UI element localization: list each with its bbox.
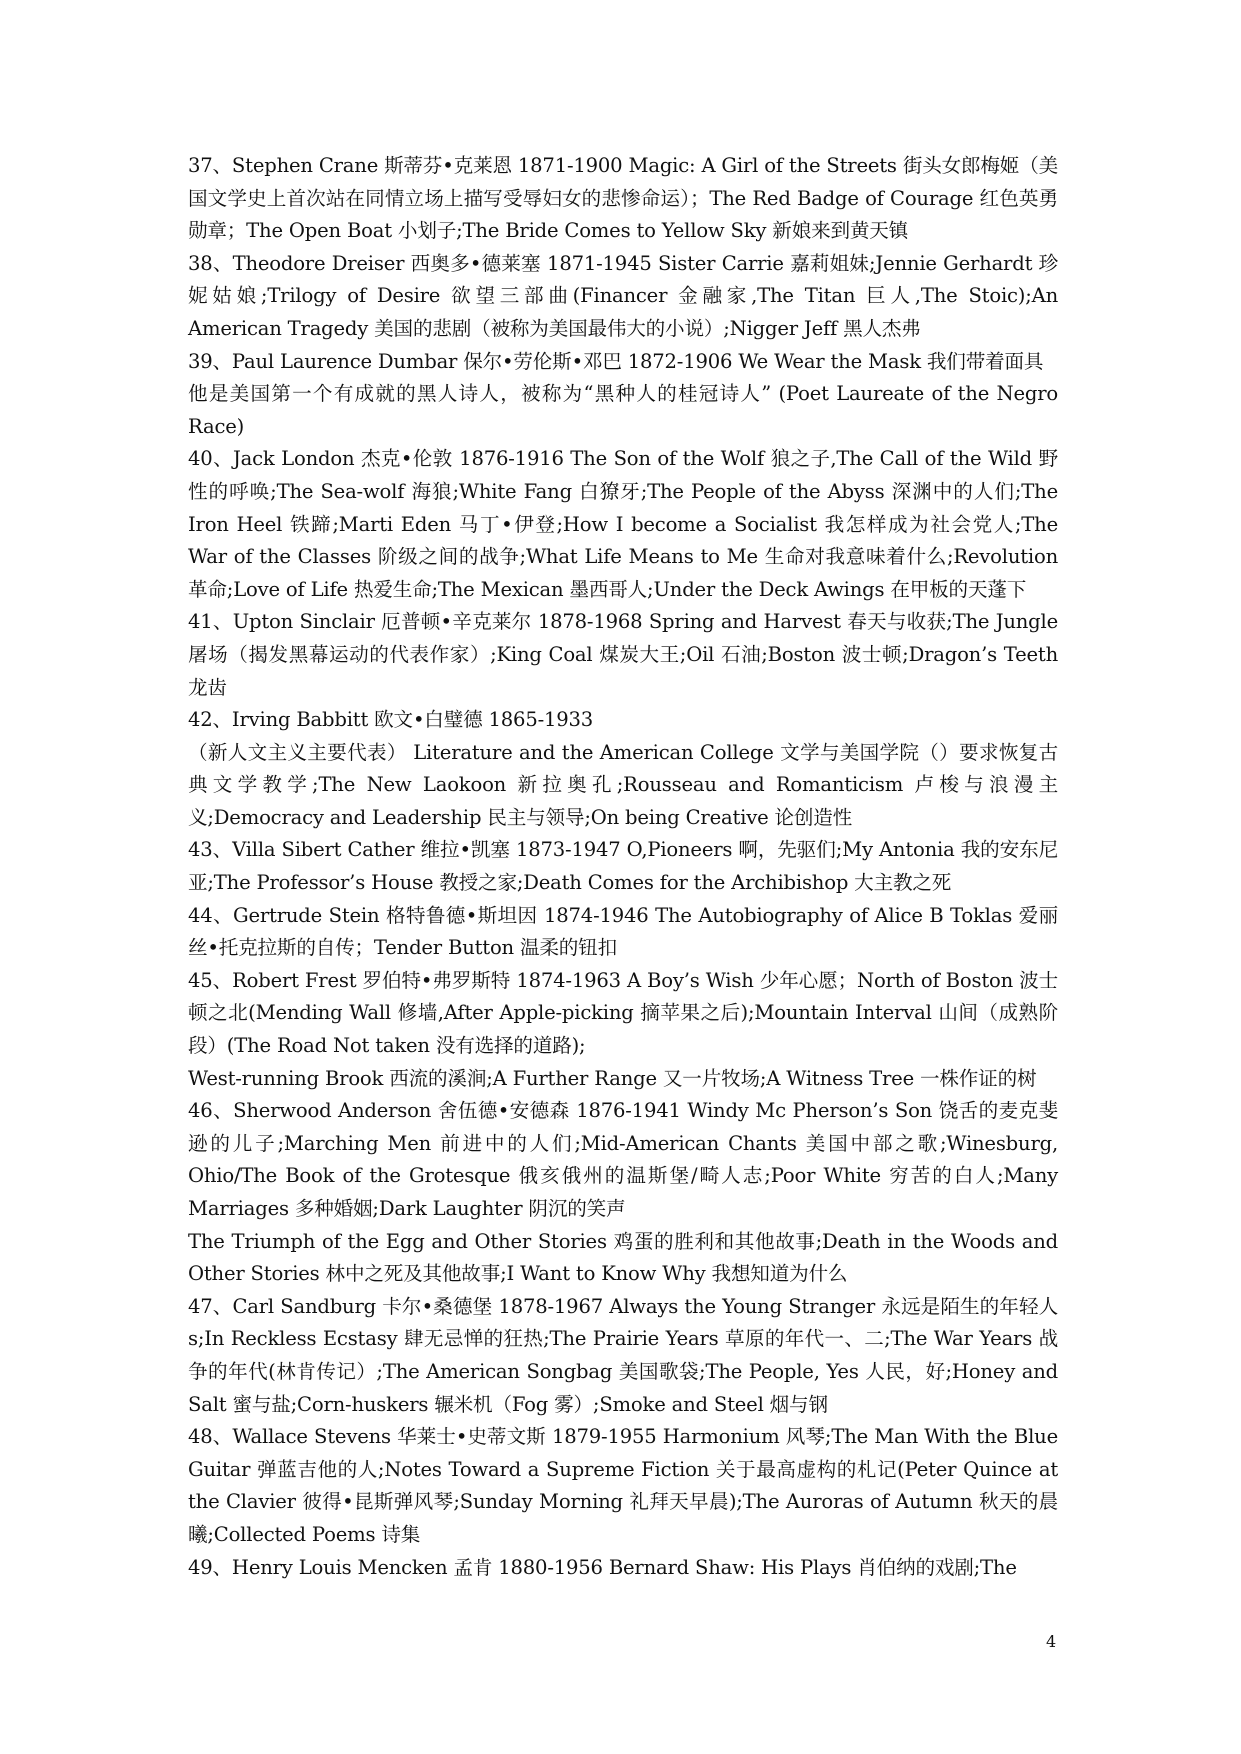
entry-45-robert-frost: 45、Robert Frest 罗伯特•弗罗斯特 1874-1963 A Boy’s Wish 少年心愿；North of Boston 波士顿之北(Mending Wall 修墙,After Apple-picking 摘苹果之后);Mountain Interval 山间（成熟阶段）(The Road Not taken 没有选择的道路); [188,968,1058,1058]
document-body [188,150,1058,1584]
entry-46-continued: The Triumph of the Egg and Other Stories 鸡蛋的胜利和其他故事;Death in the Woods and Other Stories 林中之死及其他故事;I Want to Know Why 我想知道为什么 [188,1229,1058,1286]
entry-45-continued: West-running Brook 西流的溪涧;A Further Range 又一片牧场;A Witness Tree 一株作证的树 [188,1066,1037,1090]
entry-42-irving-babbitt: 42、Irving Babbitt 欧文•白璧德 1865-1933 [188,708,594,732]
entry-44-gertrude-stein: 44、Gertrude Stein 格特鲁德•斯坦因 1874-1946 The Autobiography of Alice B Toklas 爱丽丝•托克拉斯的自传；Tender Button 温柔的钮扣 [188,903,1058,960]
entry-38-theodore-dreiser: 38、Theodore Dreiser 西奥多•德莱塞 1871-1945 Sister Carrie 嘉莉姐妹;Jennie Gerhardt 珍妮姑娘;Trilogy of Desire 欲望三部曲(Financer 金融家,The Titan 巨人,The Stoic);An American Tragedy 美国的悲剧（被称为美国最伟大的小说）;Nigger Jeff 黑人杰弗 [188,251,1058,340]
entry-41-upton-sinclair: 41、Upton Sinclair 厄普顿•辛克莱尔 1878-1968 Spring and Harvest 春天与收获;The Jungle 屠场（揭发黑幕运动的代表作家）;King Coal 煤炭大王;Oil 石油;Boston 波士顿;Dragon’s Teeth 龙齿 [188,610,1058,699]
entry-40-jack-london: 40、Jack London 杰克•伦敦 1876-1916 The Son of the Wolf 狼之子,The Call of the Wild 野性的呼唤;The Sea-wolf 海狼;White Fang 白獠牙;The People of the Abyss 深渊中的人们;The Iron Heel 铁蹄;Marti Eden 马丁•伊登;How I become a Socialist 我怎样成为社会党人;The War of the Classes 阶级之间的战争;What Life Means to Me 生命对我意味着什么;Revolution 革命;Love of Life 热爱生命;The Mexican 墨西哥人;Under the Deck Awings 在甲板的天蓬下 [188,447,1058,601]
entry-47-carl-sandburg: 47、Carl Sandburg 卡尔•桑德堡 1878-1967 Always the Young Stranger 永远是陌生的年轻人 s;In Reckless Ecstasy 肆无忌惮的狂热;The Prairie Years 草原的年代一、二;The War Years 战争的年代(林肯传记）;The American Songbag 美国歌袋;The People, Yes 人民，好;Honey and Salt 蜜与盐;Corn-huskers 辗米机（Fog 雾）;Smoke and Steel 烟与钢 [188,1294,1058,1416]
entry-39-paul-laurence-dumbar: 39、Paul Laurence Dumbar 保尔•劳伦斯•邓巴 1872-1906 We Wear the Mask 我们带着面具 [188,349,1044,373]
entry-46-sherwood-anderson: 46、Sherwood Anderson 舍伍德•安德森 1876-1941 Windy Mc Pherson’s Son 饶舌的麦克斐逊的儿子;Marching Men 前进中的人们;Mid-American Chants 美国中部之歌;Winesburg, Ohio/The Book of the Grotesque 俄亥俄州的温斯堡/畸人志;Poor White 穷苦的白人;Many Marriages 多种婚姻;Dark Laughter 阴沉的笑声 [188,1099,1058,1220]
entry-39-note: 他是美国第一个有成就的黑人诗人，被称为“黑种人的桂冠诗人” (Poet Laureate of the Negro Race) [188,382,1058,438]
page-number: 4 [1046,1632,1057,1651]
entry-48-wallace-stevens: 48、Wallace Stevens 华莱士•史蒂文斯 1879-1955 Harmonium 风琴;The Man With the Blue Guitar 弹蓝吉他的人;Notes Toward a Supreme Fiction 关于最高虚构的札记(Peter Quince at the Clavier 彼得•昆斯弹风琴;Sunday Morning 礼拜天早晨);The Auroras of Autumn 秋天的晨曦;Collected Poems 诗集 [188,1425,1058,1546]
entry-37-stephen-crane: 37、Stephen Crane 斯蒂芬•克莱恩 1871-1900 Magic: A Girl of the Streets 街头女郎梅姬（美国文学史上首次站在同情立场上描写受辱妇女的悲惨命运）；The Red Badge of Courage 红色英勇勋章；The Open Boat 小划子;The Bride Comes to Yellow Sky 新娘来到黄天镇 [188,154,1058,243]
entry-49-henry-louis-mencken: 49、Henry Louis Mencken 孟肯 1880-1956 Bernard Shaw: His Plays 肖伯纳的戏剧;The [188,1555,1017,1579]
entry-42-works: （新人文主义主要代表） Literature and the American College 文学与美国学院（）要求恢复古典文学教学;The New Laokoon 新拉奥孔;Rousseau and Romanticism 卢梭与浪漫主义;Democracy and Leadership 民主与领导;On being Creative 论创造性 [188,740,1058,829]
entry-43-villa-sibert-cather: 43、Villa Sibert Cather 维拉•凯塞 1873-1947 O,Pioneers 啊，先驱们;My Antonia 我的安东尼亚;The Professor’s House 教授之家;Death Comes for the Archibishop 大主教之死 [188,838,1058,895]
